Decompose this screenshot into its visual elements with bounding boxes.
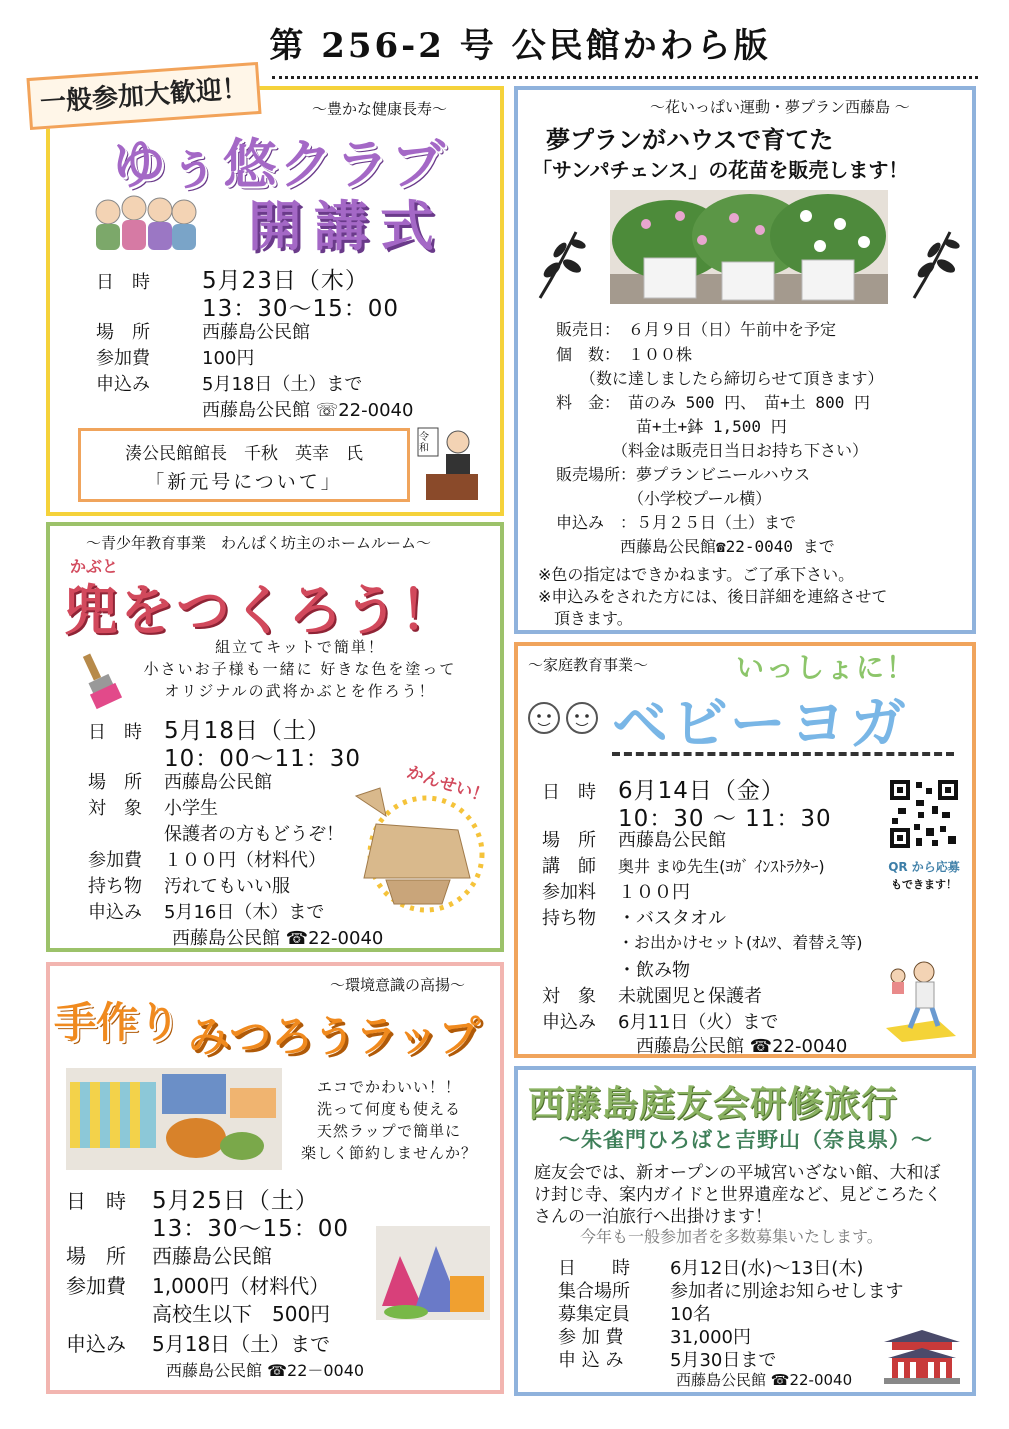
- yoga-row-label: 参加料: [542, 882, 596, 903]
- yoga-row-value: 奥井 まゆ先生(ﾖｶﾞ ｲﾝｽﾄﾗｸﾀｰ): [618, 857, 825, 876]
- baby-faces-icon: [526, 698, 602, 738]
- yu-club-subtitle: ～豊かな健康長寿～: [312, 100, 448, 118]
- yoga-row-value: 西藤島公民館: [618, 830, 726, 851]
- trip-row-label: 日 時: [558, 1258, 630, 1279]
- kabuto-row-label: 対 象: [88, 798, 142, 819]
- lecture-box: [78, 428, 410, 502]
- yu-club-title: ゆぅ悠クラブ: [112, 133, 447, 196]
- kabuto-subtitle: ～青少年教育事業 わんぱく坊主のホームルーム～: [86, 534, 432, 552]
- kabuto-row-label: 参加費: [88, 850, 142, 871]
- kabuto-row-label: 日 時: [88, 722, 142, 743]
- trip-body-3: さんの一泊旅行へ出掛けます！: [534, 1207, 772, 1227]
- yoga-row-label: 対 象: [542, 986, 596, 1007]
- flower-note: ※申込みをされた方には、後日詳細を連絡させて: [538, 587, 888, 606]
- paper-kabuto-helmet-image: [346, 784, 482, 912]
- leaf-sprig-right-icon: [906, 226, 962, 302]
- kabuto-row-label: 持ち物: [88, 876, 142, 897]
- flower-row: 個 数： １００株: [556, 345, 693, 364]
- trip-row-value: 10名: [670, 1304, 711, 1325]
- kabuto-row-value: １００円（材料代）: [164, 850, 326, 871]
- kabuto-intro-1: 組立てキットで簡単！: [215, 638, 385, 656]
- yoga-row-label: 申込み: [542, 1012, 596, 1033]
- yoga-row-label: 講 師: [542, 856, 596, 877]
- yoga-row-label: 日 時: [542, 782, 596, 803]
- flower-note: ※色の指定はできかねます。ご了承下さい。: [538, 565, 855, 584]
- qr-caption-1: QR から応募: [888, 860, 960, 874]
- yu-row-value: 100円: [202, 348, 255, 369]
- wrap-row-label: 申込み: [66, 1332, 126, 1356]
- kabuto-row-value: 小学生: [164, 798, 218, 819]
- flower-pots-photo: [610, 190, 888, 304]
- trip-title: 西藤島庭友会研修旅行: [528, 1084, 899, 1125]
- wrap-title-handmade: 手作り: [54, 998, 181, 1047]
- yoga-row-value: 西藤島公民館 ☎22-0040: [636, 1036, 848, 1057]
- flower-row: 販売場所：夢プランビニールハウス: [556, 465, 811, 484]
- yu-row-value: 西藤島公民館: [202, 322, 310, 343]
- trip-row-value: 参加者に別途お知らせします: [670, 1281, 904, 1302]
- header-divider: [272, 76, 978, 79]
- trip-row-label: 申 込 み: [558, 1350, 624, 1371]
- wrap-row-value: 5月25日（土）: [152, 1188, 319, 1214]
- leaf-sprig-left-icon: [532, 226, 588, 302]
- yu-row-value: 13：30～15：00: [202, 296, 400, 322]
- wrap-row-label: 参加費: [66, 1274, 126, 1298]
- page-title: 第 256-2 号 公民館かわら版: [269, 26, 771, 66]
- kabuto-intro-3: オリジナルの武将かぶとを作ろう！: [164, 682, 436, 700]
- lecture-title: 「新元号について」: [145, 471, 343, 493]
- wrap-intro-1: エコでかわいい！！: [316, 1078, 461, 1096]
- yoga-row-label: 持ち物: [542, 908, 596, 929]
- kabuto-row-value: 西藤島公民館 ☎22-0040: [172, 928, 384, 949]
- trip-row-label: 参 加 費: [558, 1327, 624, 1348]
- wrap-subtitle: ～環境意識の高揚～: [330, 976, 466, 994]
- yoga-row-value: ・お出かけセット(ｵﾑﾂ、着替え等): [618, 933, 863, 952]
- kabuto-title: 兜をつくろう！: [64, 579, 456, 642]
- yoga-row-label: 場 所: [542, 830, 596, 851]
- wrap-intro-3: 天然ラップで簡単に: [316, 1122, 462, 1140]
- wrap-row-label: 場 所: [66, 1244, 126, 1268]
- wrap-intro-2: 洗って何度も使える: [316, 1100, 461, 1118]
- paint-brush-icon: [74, 650, 124, 708]
- suzakumon-gate-illustration: [880, 1328, 964, 1386]
- wrap-row-value: 5月18日（土）まで: [152, 1332, 331, 1356]
- elderly-group-illustration: [92, 192, 200, 252]
- yu-row-label: 場 所: [96, 322, 150, 343]
- flower-row: （小学校プール横）: [556, 489, 772, 508]
- kabuto-row-value: 5月18日（土）: [164, 718, 331, 744]
- reiwa-sign-text: 令和: [419, 432, 429, 454]
- flower-row: 西藤島公民館☎22-0040 まで: [556, 537, 835, 556]
- wrap-row-label: 日 時: [66, 1189, 126, 1213]
- trip-row-label: 募集定員: [558, 1304, 630, 1325]
- yu-row-value: 西藤島公民館 ☏22-0040: [202, 400, 414, 421]
- yu-row-label: 日 時: [96, 272, 150, 293]
- flower-subtitle: ～花いっぱい運動・夢プラン西藤島 ～: [650, 98, 910, 116]
- mother-baby-yoga-illustration: [880, 956, 960, 1042]
- trip-row-value: 31,000円: [670, 1327, 751, 1348]
- flower-row: 料 金： 苗のみ 500 円、 苗+土 800 円: [556, 393, 870, 412]
- kabuto-row-value: 10：00～11：30: [164, 746, 362, 772]
- yu-row-label: 申込み: [96, 374, 150, 395]
- baby-yoga-subtitle: ～家庭教育事業～: [528, 656, 649, 674]
- kabuto-row-value: 5月16日（木）まで: [164, 902, 325, 923]
- trip-row-value: 西藤島公民館 ☎22-0040: [676, 1371, 853, 1389]
- together-label: いっしょに！: [736, 651, 917, 684]
- flower-note: 頂きます。: [538, 609, 633, 628]
- wrap-row-value: 西藤島公民館: [152, 1244, 272, 1268]
- wrap-intro-4: 楽しく節約しませんか？: [300, 1144, 477, 1162]
- lecture-speaker: 湊公民館館長 千秋 英幸 氏: [125, 444, 363, 464]
- flower-row: 販売日： ６月９日（日）午前中を予定: [556, 320, 837, 339]
- trip-row-value: 5月30日まで: [670, 1350, 777, 1371]
- wrap-row-value: 13：30～15：00: [152, 1216, 350, 1242]
- yu-row-value: 5月18日（土）まで: [202, 374, 363, 395]
- yu-row-label: 参加費: [96, 348, 150, 369]
- trip-body-2: け封じ寺、案内ガイドと世界遺産など、見どころたく: [534, 1185, 942, 1205]
- qr-caption-2: もできます！: [891, 878, 957, 891]
- trip-subtitle: ～朱雀門ひろばと吉野山（奈良県）～: [559, 1128, 933, 1152]
- qr-code-icon[interactable]: [888, 778, 960, 850]
- yoga-row-value: ・飲み物: [618, 960, 690, 981]
- kansei-label: かんせい！: [404, 762, 492, 808]
- kabuto-row-label: 場 所: [88, 772, 142, 793]
- trip-body-1: 庭友会では、新オープンの平城宮いざない館、大和ぼ: [534, 1163, 941, 1183]
- yoga-row-value: 6月11日（火）まで: [618, 1012, 779, 1033]
- welcome-badge-text: 一般参加大歓迎！: [39, 73, 249, 119]
- yoga-row-value: 10：30 ～ 11：30: [618, 806, 832, 832]
- trip-notice: 今年も一般参加者を多数募集いたします。: [580, 1227, 883, 1246]
- yoga-row-value: 未就園児と保護者: [618, 986, 762, 1007]
- kabuto-row-label: 申込み: [88, 902, 142, 923]
- kabuto-intro-2: 小さいお子様も一緒に 好きな色を塗って: [143, 660, 457, 678]
- kabuto-row-value: 汚れてもいい服: [164, 876, 290, 897]
- trip-row-value: 6月12日(水)～13日(木): [670, 1258, 864, 1279]
- baby-yoga-title: ベビーヨガ: [612, 692, 910, 757]
- flower-row: （料金は販売日当日お持ち下さい）: [556, 441, 869, 460]
- yoga-row-value: 6月14日（金）: [618, 778, 785, 804]
- wrap-title-main: みつろうラップ: [188, 1012, 481, 1061]
- wrap-row-value: 1,000円（材料代）: [152, 1274, 330, 1298]
- flower-row: 苗+土+鉢 1,500 円: [556, 417, 787, 436]
- kabuto-row-value: 西藤島公民館: [164, 772, 272, 793]
- beeswax-wrap-photo: [66, 1068, 282, 1170]
- yu-club-subtitle-ceremony: 開講式: [248, 195, 446, 258]
- wrap-row-value: 西藤島公民館 ☎22－0040: [166, 1361, 365, 1380]
- flower-headline-1: 夢プランがハウスで育てた: [546, 126, 834, 154]
- flower-headline-2: 「サンパチェンス」の花苗を販売します！: [532, 158, 909, 182]
- wrapped-items-photo: [376, 1226, 490, 1320]
- wrap-row-value: 高校生以下 500円: [152, 1302, 331, 1326]
- yoga-row-value: ・バスタオル: [618, 908, 726, 929]
- title-dashed-divider: [612, 752, 954, 756]
- trip-row-label: 集合場所: [558, 1281, 630, 1302]
- yu-row-value: 5月23日（木）: [202, 268, 369, 294]
- kabuto-ruby: かぶと: [70, 557, 119, 576]
- flower-row: （数に達しましたら締切らせて頂きます）: [556, 369, 884, 388]
- kabuto-row-value: 保護者の方もどうぞ！: [164, 824, 344, 845]
- yoga-row-value: １００円: [618, 882, 690, 903]
- flower-row: 申込み ：５月２５日（土）まで: [556, 513, 797, 532]
